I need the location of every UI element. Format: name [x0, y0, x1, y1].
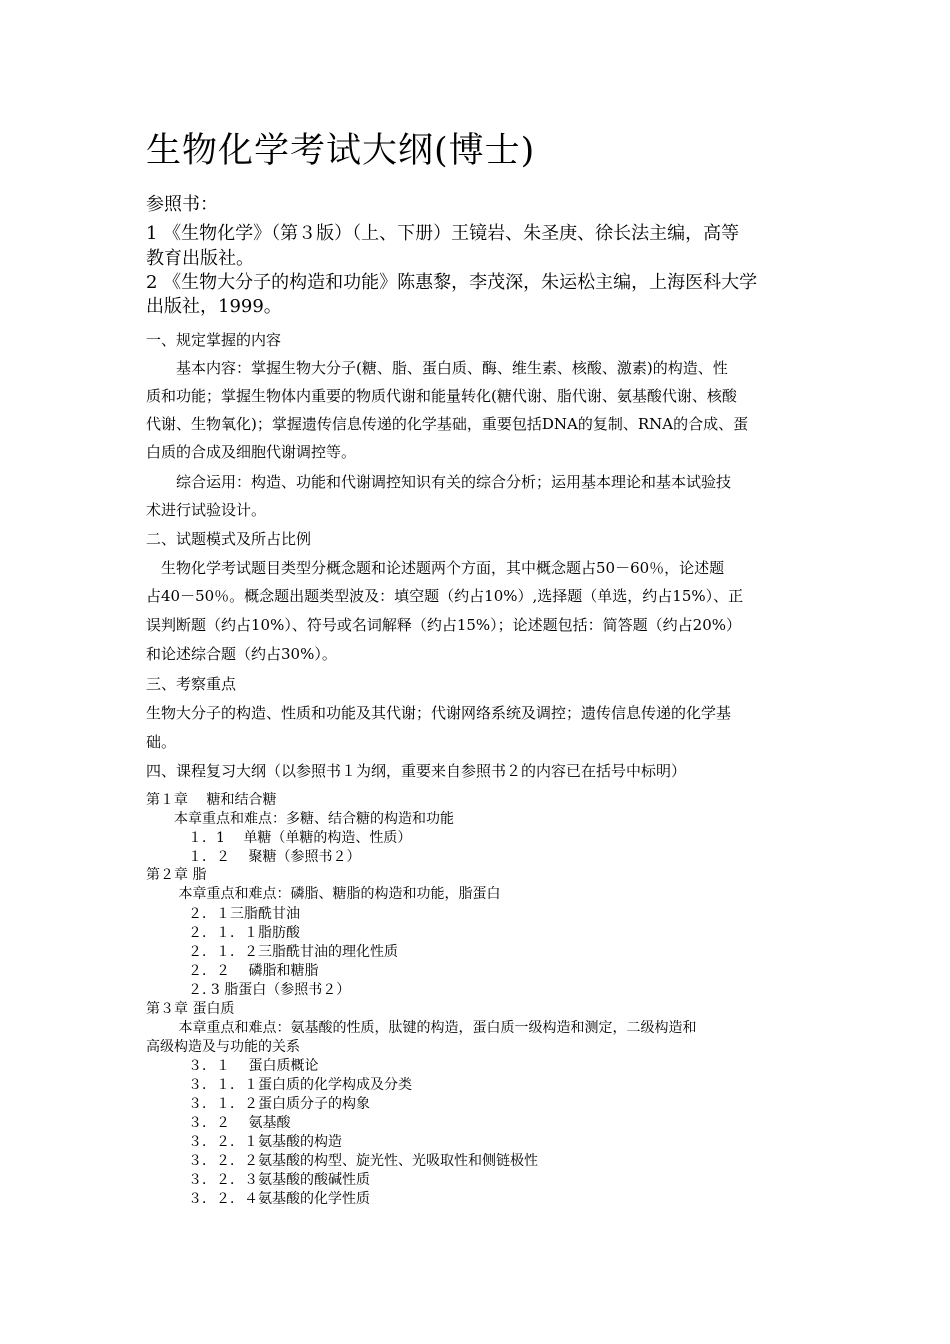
section-1-paragraph-line: 基本内容：掌握生物大分子(糖、脂、蛋白质、酶、维生素、核酸、激素)的构造、性 — [146, 359, 728, 377]
outline-line: 本章重点和难点：磷脂、糖脂的构造和功能，脂蛋白 — [146, 886, 501, 902]
outline-line: ３．１．１蛋白质的化学构成及分类 — [146, 1077, 412, 1093]
section-3-paragraph-line: 生物大分子的构造、性质和功能及其代谢；代谢网络系统及调控；遗传信息传递的化学基 — [146, 704, 732, 722]
outline-line: ２. 3 脂蛋白（参照书２） — [146, 982, 351, 998]
outline-line: ３．２．３氨基酸的酸碱性质 — [146, 1172, 370, 1188]
section-4-heading: 四、课程复习大纲（以参照书１为纲，重要来自参照书２的内容已在括号中标明） — [146, 762, 687, 780]
outline-chapter: 第１章 糖和结合糖 — [146, 792, 277, 808]
outline-line: ２．２ 磷脂和糖脂 — [146, 963, 319, 979]
outline-chapter: 第３章 蛋白质 — [146, 1001, 235, 1017]
outline-line: ３．２ 氨基酸 — [146, 1115, 291, 1131]
section-1-paragraph-line: 代谢、生物氧化)；掌握遗传信息传递的化学基础，重要包括DNA的复制、RNA的合成、蛋 — [146, 415, 749, 433]
references-heading: 参照书： — [146, 194, 218, 215]
reference-2-line-2: 出版社，1999。 — [146, 296, 282, 317]
outline-line: 本章重点和难点：多糖、结合糖的构造和功能 — [146, 811, 454, 827]
section-2-paragraph-line: 占40－50％。概念题出题类型波及：填空题（约占10%）,选择题（单选，约占15%）、正 — [146, 587, 744, 605]
page-title: 生物化学考试大纲(博士) — [146, 131, 536, 171]
section-2-heading: 二、试题模式及所占比例 — [146, 530, 312, 548]
outline-line: 高级构造及与功能的关系 — [146, 1039, 300, 1055]
section-2-paragraph-line: 生物化学考试题目类型分概念题和论述题两个方面，其中概念题占50－60％，论述题 — [146, 559, 725, 577]
outline-line: ２．１三脂酰甘油 — [146, 906, 300, 922]
outline-line: ２．１．２三脂酰甘油的理化性质 — [146, 944, 398, 960]
reference-1-line-2: 教育出版社。 — [146, 248, 254, 269]
section-2-paragraph-line: 误判断题（约占10%）、符号或名词解释（约占15%）；论述题包括：简答题（约占20%） — [146, 616, 742, 634]
section-3-heading: 三、考察重点 — [146, 675, 237, 693]
outline-line: ３．２．１氨基酸的构造 — [146, 1134, 342, 1150]
outline-line: １．1 单糖（单糖的构造、性质） — [146, 830, 412, 846]
section-1-paragraph-line: 白质的合成及细胞代谢调控等。 — [146, 443, 357, 461]
section-1-paragraph-line: 综合运用：构造、功能和代谢调控知识有关的综合分析；运用基本理论和基本试验技 — [146, 473, 732, 491]
outline-line: ３．２．４氨基酸的化学性质 — [146, 1191, 370, 1207]
outline-line: ３．１ 蛋白质概论 — [146, 1058, 319, 1074]
section-1-paragraph-line: 质和功能；掌握生物体内重要的物质代谢和能量转化(糖代谢、脂代谢、氨基酸代谢、核酸 — [146, 387, 737, 405]
section-2-paragraph-line: 和论述综合题（约占30%）。 — [146, 645, 337, 663]
outline-line: １．２ 聚糖（参照书２） — [146, 849, 361, 865]
reference-2-line-1: 2 《生物大分子的构造和功能》陈惠黎，李茂深，朱运松主编，上海医科大学 — [146, 272, 758, 293]
section-1-paragraph-line: 术进行试验设计。 — [146, 501, 267, 519]
reference-1-line-1: 1 《生物化学》（第３版）（上、下册）王镜岩、朱圣庚、徐长法主编，高等 — [146, 223, 740, 244]
outline-line: ３．１．２蛋白质分子的构象 — [146, 1096, 370, 1112]
section-3-paragraph-line: 础。 — [146, 733, 177, 751]
outline-line: ２．１．１脂肪酸 — [146, 925, 300, 941]
outline-line: 本章重点和难点：氨基酸的性质，肽键的构造，蛋白质一级构造和测定，二级构造和 — [146, 1020, 697, 1036]
outline-line: ３．２．２氨基酸的构型、旋光性、光吸取性和侧链极性 — [146, 1153, 538, 1169]
section-1-heading: 一、规定掌握的内容 — [146, 331, 282, 349]
outline-chapter: 第２章 脂 — [146, 867, 207, 883]
